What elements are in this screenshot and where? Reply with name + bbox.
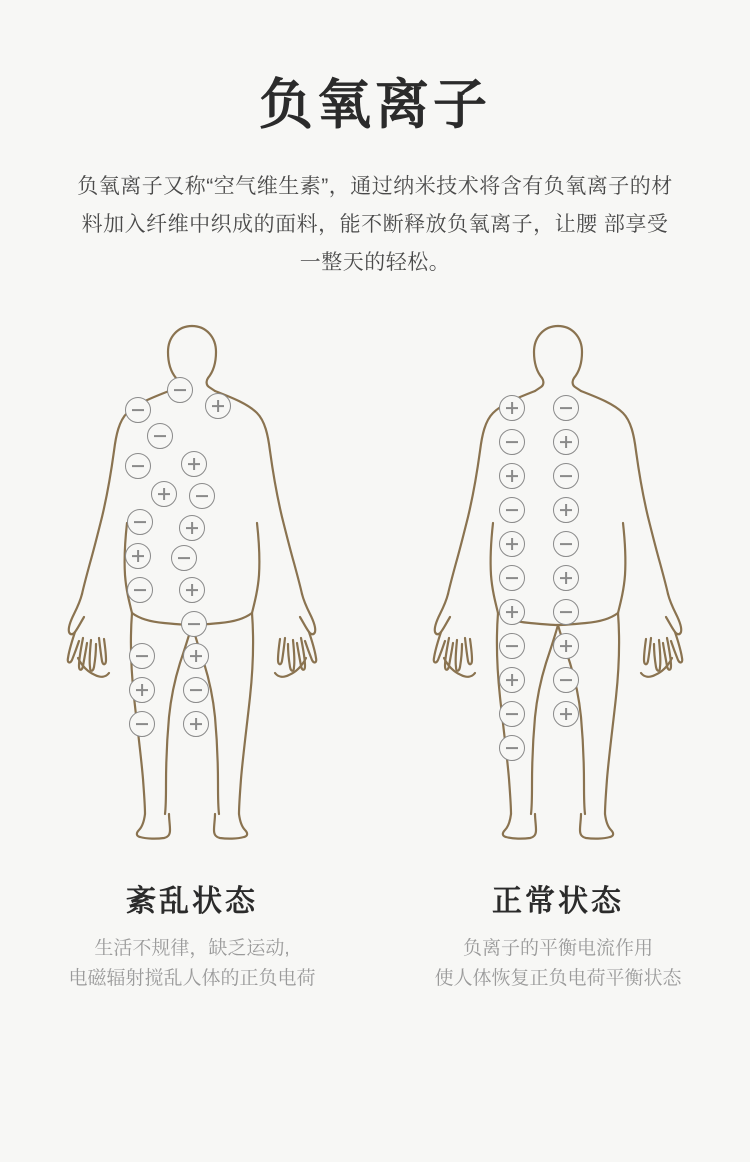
state-label-disordered: 紊乱状态 — [126, 885, 258, 919]
positive-ion-icon — [499, 667, 525, 693]
page-root — [0, 75, 750, 1162]
negative-ion-icon — [499, 735, 525, 761]
positive-ion-icon — [205, 393, 231, 419]
positive-ion-icon — [553, 701, 579, 727]
positive-ion-icon — [499, 463, 525, 489]
positive-ion-icon — [499, 395, 525, 421]
positive-ion-icon — [499, 531, 525, 557]
negative-ion-icon — [127, 509, 153, 535]
negative-ion-icon — [129, 711, 155, 737]
negative-ion-icon — [127, 577, 153, 603]
negative-ion-icon — [181, 611, 207, 637]
positive-ion-icon — [553, 565, 579, 591]
negative-ion-icon — [499, 497, 525, 523]
positive-ion-icon — [125, 543, 151, 569]
page-title: 负氧离子 — [259, 75, 491, 135]
positive-ion-icon — [553, 429, 579, 455]
negative-ion-icon — [553, 667, 579, 693]
state-note-line1: 负离子的平衡电流作用 — [462, 938, 653, 960]
figures-container — [0, 318, 750, 994]
negative-ion-icon — [183, 677, 209, 703]
positive-ion-icon — [183, 711, 209, 737]
state-note-line2: 使人体恢复正负电荷平衡状态 — [434, 968, 682, 990]
negative-ion-icon — [171, 545, 197, 571]
state-label-normal: 正常状态 — [492, 885, 624, 919]
positive-ion-icon — [179, 515, 205, 541]
negative-ion-icon — [553, 599, 579, 625]
positive-ion-icon — [553, 497, 579, 523]
state-note-line2: 电磁辐射搅乱人体的正负电荷 — [68, 968, 316, 990]
negative-ion-icon — [499, 701, 525, 727]
negative-ion-icon — [553, 531, 579, 557]
positive-ion-icon — [179, 577, 205, 603]
body-diagram-normal — [408, 318, 708, 848]
positive-ion-icon — [183, 643, 209, 669]
positive-ion-icon — [129, 677, 155, 703]
figure-disordered — [32, 318, 352, 994]
negative-ion-icon — [147, 423, 173, 449]
negative-ion-icon — [189, 483, 215, 509]
negative-ion-icon — [499, 429, 525, 455]
negative-ion-icon — [129, 643, 155, 669]
negative-ion-icon — [499, 565, 525, 591]
positive-ion-icon — [181, 451, 207, 477]
state-note-line1: 生活不规律，缺乏运动, — [94, 938, 290, 960]
page-description: 负氧离子又称“空气维生素”，通过纳米技术将含有负氧离子的材料加入纤维中织成的面料，能不断释放负氧离子，让腰 部享受一整天的轻松。 — [77, 175, 673, 275]
negative-ion-icon — [553, 395, 579, 421]
negative-ion-icon — [125, 397, 151, 423]
negative-ion-icon — [553, 463, 579, 489]
negative-ion-icon — [499, 633, 525, 659]
state-note-normal — [434, 934, 681, 994]
figure-normal — [398, 318, 718, 994]
body-diagram-disordered — [42, 318, 342, 848]
positive-ion-icon — [151, 481, 177, 507]
positive-ion-icon — [499, 599, 525, 625]
negative-ion-icon — [167, 377, 193, 403]
state-note-disordered — [68, 934, 315, 994]
positive-ion-icon — [553, 633, 579, 659]
negative-ion-icon — [125, 453, 151, 479]
